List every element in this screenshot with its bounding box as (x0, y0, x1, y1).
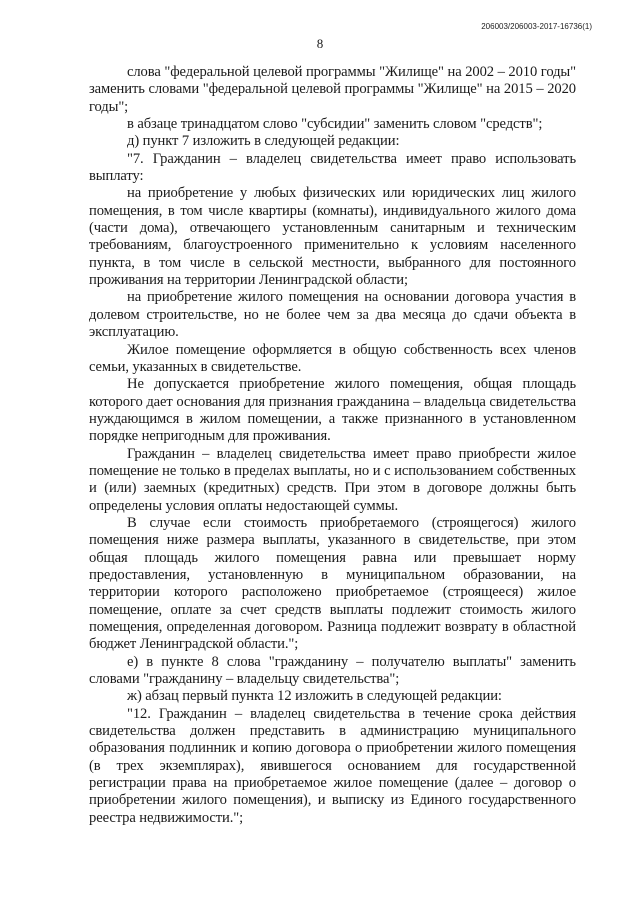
paragraph: В случае если стоимость приобретаемого (строящегося) жилого помещения ниже размера выплаты, указанного в свидетельстве, при этом общая площадь жилого помещения равна или превышает норму предоставления, установленную в муниципальном образовании, на территории которого расположено приобретаемое (строящееся) жилое помещение, оплате за счет средств выплаты подлежит стоимость жилого помещения, определенная договором. Разница подлежит возврату в областной бюджет Ленинградской области."; (89, 514, 576, 653)
document-body (89, 64, 576, 827)
page-number: 8 (316, 36, 324, 51)
paragraph: ж) абзац первый пункта 12 изложить в следующей редакции: (127, 688, 502, 705)
paragraph: слова "федеральной целевой программы "Жилище" на 2002 – 2010 годы" заменить словами "федеральной целевой программы "Жилище" на 2015 – 2020 годы"; (89, 64, 576, 115)
paragraph: е) в пункте 8 слова "гражданину – получателю выплаты" заменить словами "гражданину – владельцу свидетельства"; (89, 653, 576, 688)
paragraph: на приобретение жилого помещения на основании договора участия в долевом строительстве, но не более чем за два месяца до сдачи объекта в эксплуатацию. (89, 289, 576, 341)
document-id: 206003/206003-2017-16736(1) (481, 22, 592, 31)
paragraph: Не допускается приобретение жилого помещения, общая площадь которого дает основания для признания гражданина – владельца свидетельства нуждающимся в жилом помещении, а также признанного в установленном порядке непригодным для проживания. (89, 376, 576, 445)
paragraph: д) пункт 7 изложить в следующей редакции: (127, 133, 400, 150)
paragraph: Жилое помещение оформляется в общую собственность всех членов семьи, указанных в свидетельстве. (89, 341, 576, 375)
paragraph: "12. Гражданин – владелец свидетельства в течение срока действия свидетельства должен представить в администрацию муниципального образования подлинник и копию договора о приобретении жилого помещения (в трех экземплярах), явившегося основанием для государственной регистрации права на приобретаемое жилое помещение (далее – договор о приобретении жилого помещения), и выписку из Единого государственного реестра недвижимости."; (89, 705, 576, 826)
paragraph: Гражданин – владелец свидетельства имеет право приобрести жилое помещение не только в пределах выплаты, но и с использованием собственных и (или) заемных (кредитных) средств. При этом в договоре должны быть определены условия оплаты недостающей суммы. (89, 445, 576, 514)
paragraph: "7. Гражданин – владелец свидетельства имеет право использовать выплату: (89, 150, 576, 185)
paragraph: на приобретение у любых физических или юридических лиц жилого помещения, в том числе квартиры (комнаты), индивидуального жилого дома (части дома), отвечающего установленным санитарным и техническим требованиям, благоустроенного применительно к условиям населенного пункта, в том числе в сельской местности, выбранного для постоянного проживания на территории Ленинградской области; (89, 185, 576, 289)
paragraph: в абзаце тринадцатом слово "субсидии" заменить словом "средств"; (127, 116, 543, 133)
